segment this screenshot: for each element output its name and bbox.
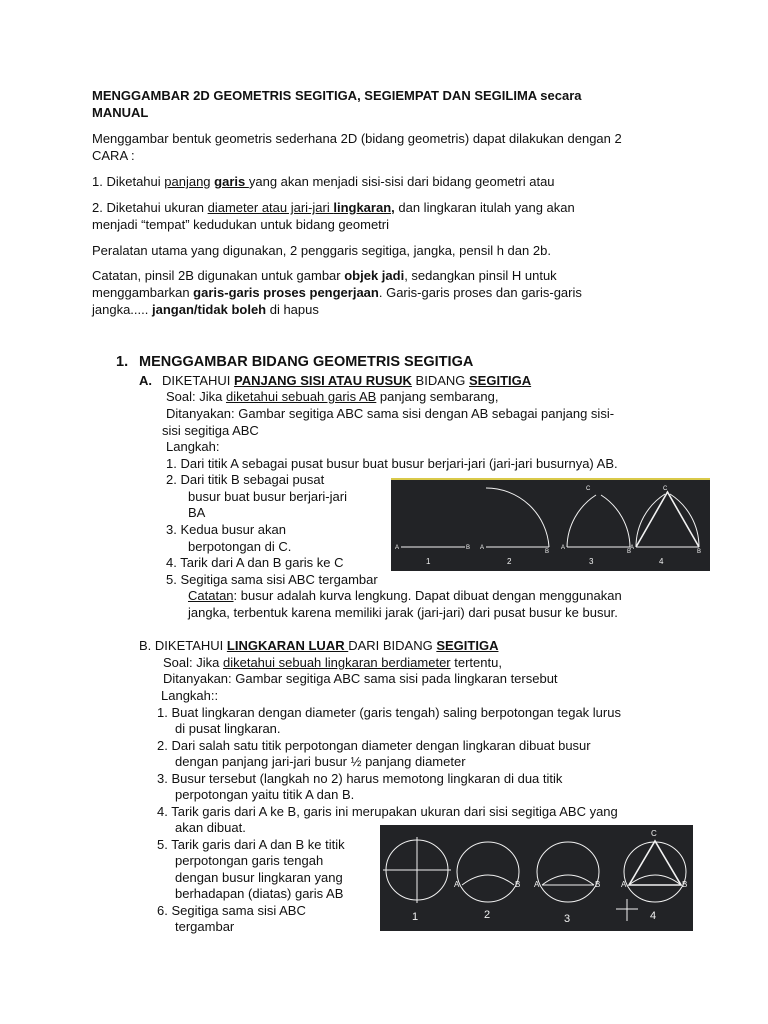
- intro-paragraph-3: [92, 199, 692, 233]
- b-soal-a: Soal: Jika: [163, 655, 223, 670]
- subsection-a-letter: A.: [139, 373, 152, 388]
- fig-b-number: 3: [564, 913, 571, 925]
- fig-a-number: 3: [589, 557, 594, 566]
- a-step-2-l3: BA: [188, 505, 206, 520]
- figure-circle-svg: [380, 825, 693, 931]
- intro-p5-h: jangan/tidak boleh: [151, 302, 267, 317]
- intro-paragraph-1: [92, 130, 692, 164]
- fig-b-number: 1: [412, 911, 419, 923]
- b-step-6-l2: tergambar: [175, 919, 235, 934]
- intro-p1-line1: Menggambar bentuk geometris sederhana 2D (bidang geometris) dapat dilakukan dengan 2: [92, 131, 622, 146]
- b-step-2-l1: 2. Dari salah satu titik perpotongan diameter dengan lingkaran dibuat busur: [157, 738, 591, 753]
- intro-p3-b: diameter atau jari-jari: [207, 200, 334, 215]
- fig-b-label: B: [515, 880, 521, 889]
- intro-paragraph-2: [92, 173, 692, 190]
- intro-p5-a: Catatan, pinsil 2B digunakan untuk gambar: [92, 268, 345, 283]
- b-step-6-l1: 6. Segitiga sama sisi ABC: [157, 903, 306, 918]
- fig-a-number: 4: [659, 557, 664, 566]
- a-catatan-l2: jangka, terbentuk karena memiliki jarak (jari-jari) dari pusat busur ke busur.: [188, 605, 618, 620]
- b-soal-c: tertentu,: [450, 655, 502, 670]
- b-heading-b: LINGKARAN LUAR: [226, 638, 349, 653]
- a-step-2-l1: 2. Dari titik B sebagai pusat: [166, 472, 325, 487]
- intro-p1-line2: CARA :: [92, 148, 135, 163]
- fig-b-label: C: [651, 829, 657, 838]
- fig-a-label: B: [545, 549, 550, 555]
- intro-p5-f: . Garis-garis proses dan garis-garis: [378, 285, 582, 300]
- figure-triangle-steps: [391, 478, 710, 571]
- b-soal-b: diketahui sebuah lingkaran berdiameter: [222, 655, 451, 670]
- fig-b-label: B: [682, 880, 688, 889]
- b-heading-a: B. DIKETAHUI: [139, 638, 227, 653]
- figure-triangle-svg: [391, 480, 710, 571]
- b-step-2-l2: dengan panjang jari-jari busur ½ panjang diameter: [175, 754, 466, 769]
- section-heading: MENGGAMBAR BIDANG GEOMETRIS SEGITIGA: [139, 354, 474, 370]
- fig-b-step3-arc: [542, 875, 594, 885]
- intro-p5-d: menggambarkan: [92, 285, 194, 300]
- fig-a-label: B: [697, 549, 702, 555]
- section-number: 1.: [116, 354, 129, 370]
- fig-a-step3-arc-left: [567, 495, 596, 547]
- b-step-3-l2: perpotongan yaitu titik A dan B.: [175, 787, 355, 802]
- fig-b-step3-circle: [537, 842, 599, 902]
- fig-b-step2-circle: [457, 842, 519, 902]
- intro-p3-line2: menjadi “tempat” kedudukan untuk bidang geometri: [92, 217, 390, 232]
- b-step-5-l2: perpotongan garis tengah: [175, 853, 324, 868]
- b-langkah: Langkah::: [161, 688, 219, 703]
- b-ditanya: Ditanyakan: Gambar segitiga ABC sama sisi pada lingkaran tersebut: [163, 671, 558, 686]
- fig-a-label: C: [586, 486, 591, 492]
- a-soal-b: diketahui sebuah garis AB: [225, 389, 377, 404]
- fig-b-number: 2: [484, 909, 491, 921]
- intro-paragraph-4: Peralatan utama yang digunakan, 2 penggaris segitiga, jangka, pensil h dan 2b.: [92, 243, 551, 258]
- b-step-5-l1: 5. Tarik garis dari A dan B ke titik: [157, 837, 345, 852]
- title-line-2: MANUAL: [92, 105, 149, 120]
- a-step-1: 1. Dari titik A sebagai pusat busur buat busur berjari-jari (jari-jari busurnya) AB.: [166, 456, 618, 471]
- b-step-4-l2: akan dibuat.: [175, 820, 246, 835]
- intro-p5-g: jangka.....: [92, 302, 152, 317]
- a-step-5: 5. Segitiga sama sisi ABC tergambar: [166, 572, 378, 587]
- intro-p2-d: garis: [214, 174, 249, 189]
- b-step-3-l1: 3. Busur tersebut (langkah no 2) harus memotong lingkaran di dua titik: [157, 771, 563, 786]
- intro-p5-i: di hapus: [266, 302, 319, 317]
- a-langkah: Langkah:: [166, 439, 220, 454]
- subsection-a-heading: [162, 373, 531, 390]
- fig-a-number: 1: [426, 557, 431, 566]
- intro-p5-b: objek jadi: [344, 268, 405, 283]
- title-line-1: MENGGAMBAR 2D GEOMETRIS SEGITIGA, SEGIEMPAT DAN SEGILIMA secara: [92, 88, 582, 103]
- b-step-5-l4: berhadapan (diatas) garis AB: [175, 886, 344, 901]
- a-step-2-l2: busur buat busur berjari-jari: [188, 489, 347, 504]
- b-step-4-l1: 4. Tarik garis dari A ke B, garis ini merupakan ukuran dari sisi segitiga ABC yang: [157, 804, 618, 819]
- a-soal-c: panjang sembarang,: [376, 389, 499, 404]
- a-soal-a: Soal: Jika: [166, 389, 226, 404]
- a-catatan-label: Catatan: [188, 588, 234, 603]
- a-heading-c: BIDANG: [411, 373, 469, 388]
- intro-p2-e: yang akan menjadi sisi-sisi dari bidang geometri atau: [248, 174, 555, 189]
- a-step-3-l1: 3. Kedua busur akan: [166, 522, 286, 537]
- fig-a-label: A: [630, 545, 635, 551]
- intro-p3-a: 2. Diketahui ukuran: [92, 200, 208, 215]
- fig-a-step2-arc: [486, 488, 549, 547]
- page-title: [92, 87, 692, 121]
- b-step-1-l2: di pusat lingkaran.: [175, 721, 281, 736]
- fig-a-triangle: [636, 492, 699, 547]
- fig-b-step4-arc: [629, 875, 681, 885]
- fig-a-label: C: [663, 486, 668, 492]
- fig-b-label: B: [595, 880, 601, 889]
- subsection-b-heading: [139, 638, 498, 655]
- fig-a-label: B: [627, 549, 632, 555]
- a-step-4: 4. Tarik dari A dan B garis ke C: [166, 555, 344, 570]
- fig-a-label: A: [395, 545, 400, 551]
- b-heading-c: DARI BIDANG: [348, 638, 437, 653]
- intro-p5-e: garis-garis proses pengerjaan: [193, 285, 379, 300]
- intro-p2-b: panjang: [164, 174, 211, 189]
- fig-a-step3-arc-right: [601, 495, 630, 547]
- a-step-3-l2: berpotongan di C.: [188, 539, 292, 554]
- a-ditanya-line1: Ditanyakan: Gambar segitiga ABC sama sisi dengan AB sebagai panjang sisi-: [166, 406, 615, 421]
- a-ditanya-line2: sisi segitiga ABC: [162, 423, 259, 438]
- intro-p3-d: dan lingkaran itulah yang akan: [394, 200, 575, 215]
- a-heading-a: DIKETAHUI: [162, 373, 234, 388]
- fig-b-label: A: [454, 880, 460, 889]
- fig-b-label: A: [621, 880, 627, 889]
- intro-p2-a: 1. Diketahui: [92, 174, 165, 189]
- a-catatan-text: : busur adalah kurva lengkung. Dapat dibuat dengan menggunakan: [233, 588, 622, 603]
- figure-circle-triangle-steps: [380, 825, 693, 931]
- b-step-5-l3: dengan busur lingkaran yang: [175, 870, 343, 885]
- fig-b-label: A: [534, 880, 540, 889]
- fig-a-label: B: [466, 545, 471, 551]
- intro-p5-c: , sedangkan pinsil H untuk: [404, 268, 557, 283]
- intro-paragraph-5: [92, 267, 692, 318]
- a-catatan-l1: [188, 588, 622, 605]
- fig-b-step4-circle: [624, 842, 686, 902]
- fig-b-step2-arc: [462, 875, 514, 885]
- fig-a-number: 2: [507, 557, 512, 566]
- fig-b-number: 4: [650, 910, 657, 922]
- b-soal: [163, 655, 502, 672]
- a-heading-d: SEGITIGA: [469, 373, 532, 388]
- a-heading-b: PANJANG SISI ATAU RUSUK: [234, 373, 412, 388]
- b-step-1-l1: 1. Buat lingkaran dengan diameter (garis tengah) saling berpotongan tegak lurus: [157, 705, 621, 720]
- a-soal: [166, 389, 498, 406]
- fig-a-label: A: [480, 545, 485, 551]
- intro-p3-c: lingkaran,: [333, 200, 395, 215]
- fig-a-label: A: [561, 545, 566, 551]
- b-heading-d: SEGITIGA: [436, 638, 499, 653]
